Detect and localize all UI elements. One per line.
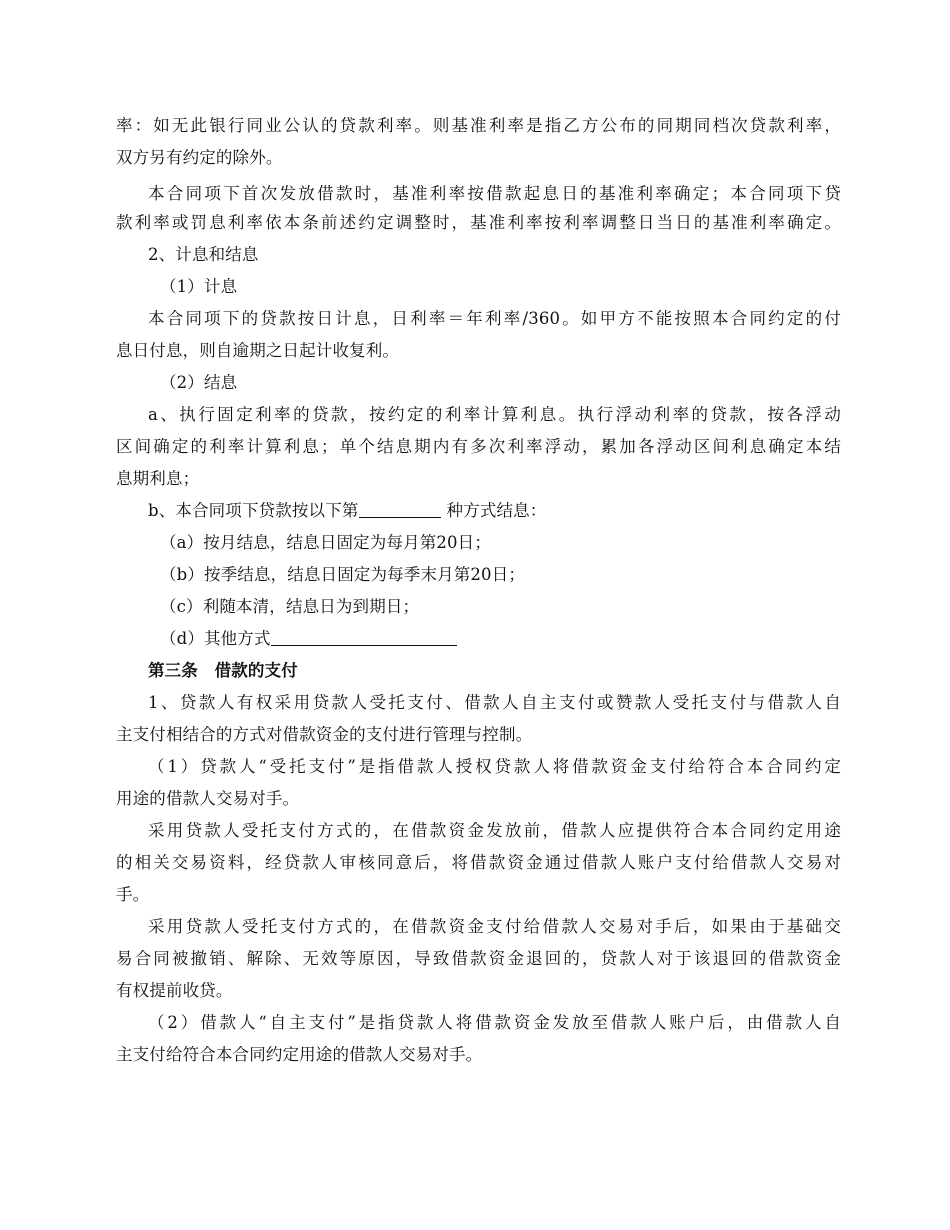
text-line: 双方另有约定的除外。 (116, 148, 283, 167)
subsection-title: （1）计息 (160, 277, 238, 296)
option-b: （b）按季结息，结息日固定为每季末月第20日； (160, 565, 526, 584)
text-line: 本合同项下首次发放借款时，基准利率按借款起息日的基准利率确定；本合同项下贷 (148, 184, 841, 203)
text-line: 主支付相结合的方式对借款资金的支付进行管理与控制。 (116, 725, 533, 744)
text-line: 息期利息； (116, 469, 200, 488)
text-line: 本合同项下的贷款按日计息，日利率＝年利率/360。如甲方不能按照本合同约定的付 (148, 309, 841, 328)
text-line: 手。 (116, 885, 150, 904)
text-line: 采用贷款人受托支付方式的，在借款资金支付给借款人交易对手后，如果由于基础交 (148, 917, 841, 936)
text-line: 有权提前收贷。 (116, 981, 233, 1000)
text-line: 率：如无此银行同业公认的贷款利率。则基准利率是指乙方公布的同期同档次贷款利率， (116, 116, 841, 135)
article-heading: 第三条 借款的支付 (148, 661, 298, 680)
text-segment: b、本合同项下贷款按以下第 (148, 501, 359, 520)
method-number-blank[interactable] (359, 501, 441, 518)
subsection-title: （2）结息 (160, 373, 238, 392)
text-line: （1）贷款人“受托支付”是指借款人授权贷款人将借款资金支付给符合本合同约定 (148, 757, 841, 776)
section-title: 2、计息和结息 (148, 245, 259, 264)
text-line: 易合同被撤销、解除、无效等原因，导致借款资金退回的，贷款人对于该退回的借款资金 (116, 949, 841, 968)
text-segment: 种方式结息： (446, 501, 547, 520)
text-segment: （d）其他方式 (160, 629, 271, 648)
option-a: （a）按月结息，结息日固定为每月第20日； (160, 533, 491, 552)
text-line: 1、贷款人有权采用贷款人受托支付、借款人自主支付或赞款人受托支付与借款人自 (148, 693, 841, 712)
text-line: 采用贷款人受托支付方式的，在借款资金发放前，借款人应提供符合本合同约定用途 (148, 821, 841, 840)
text-line: 主支付给符合本合同约定用途的借款人交易对手。 (116, 1045, 483, 1064)
text-line: 用途的借款人交易对手。 (116, 789, 300, 808)
text-line: 区间确定的利率计算利息；单个结息期内有多次利率浮动，累加各浮动区间利息确定本结 (116, 437, 841, 456)
settlement-method-line (148, 500, 841, 522)
option-d (160, 628, 841, 650)
text-line: 的相关交易资料，经贷款人审核同意后，将借款资金通过借款人账户支付给借款人交易对 (116, 853, 841, 872)
text-line: 息日付息，则自逾期之日起计收复利。 (116, 341, 400, 360)
other-method-blank[interactable] (271, 629, 457, 646)
option-c: （c）利随本清，结息日为到期日； (160, 597, 420, 616)
text-line: （2）借款人“自主支付”是指贷款人将借款资金发放至借款人账户后，由借款人自 (148, 1013, 841, 1032)
text-line: a、执行固定利率的贷款，按约定的利率计算利息。执行浮动利率的贷款，按各浮动 (148, 405, 841, 424)
text-line: 款利率或罚息利率依本条前述约定调整时，基准利率按利率调整日当日的基准利率确定。 (116, 213, 841, 232)
